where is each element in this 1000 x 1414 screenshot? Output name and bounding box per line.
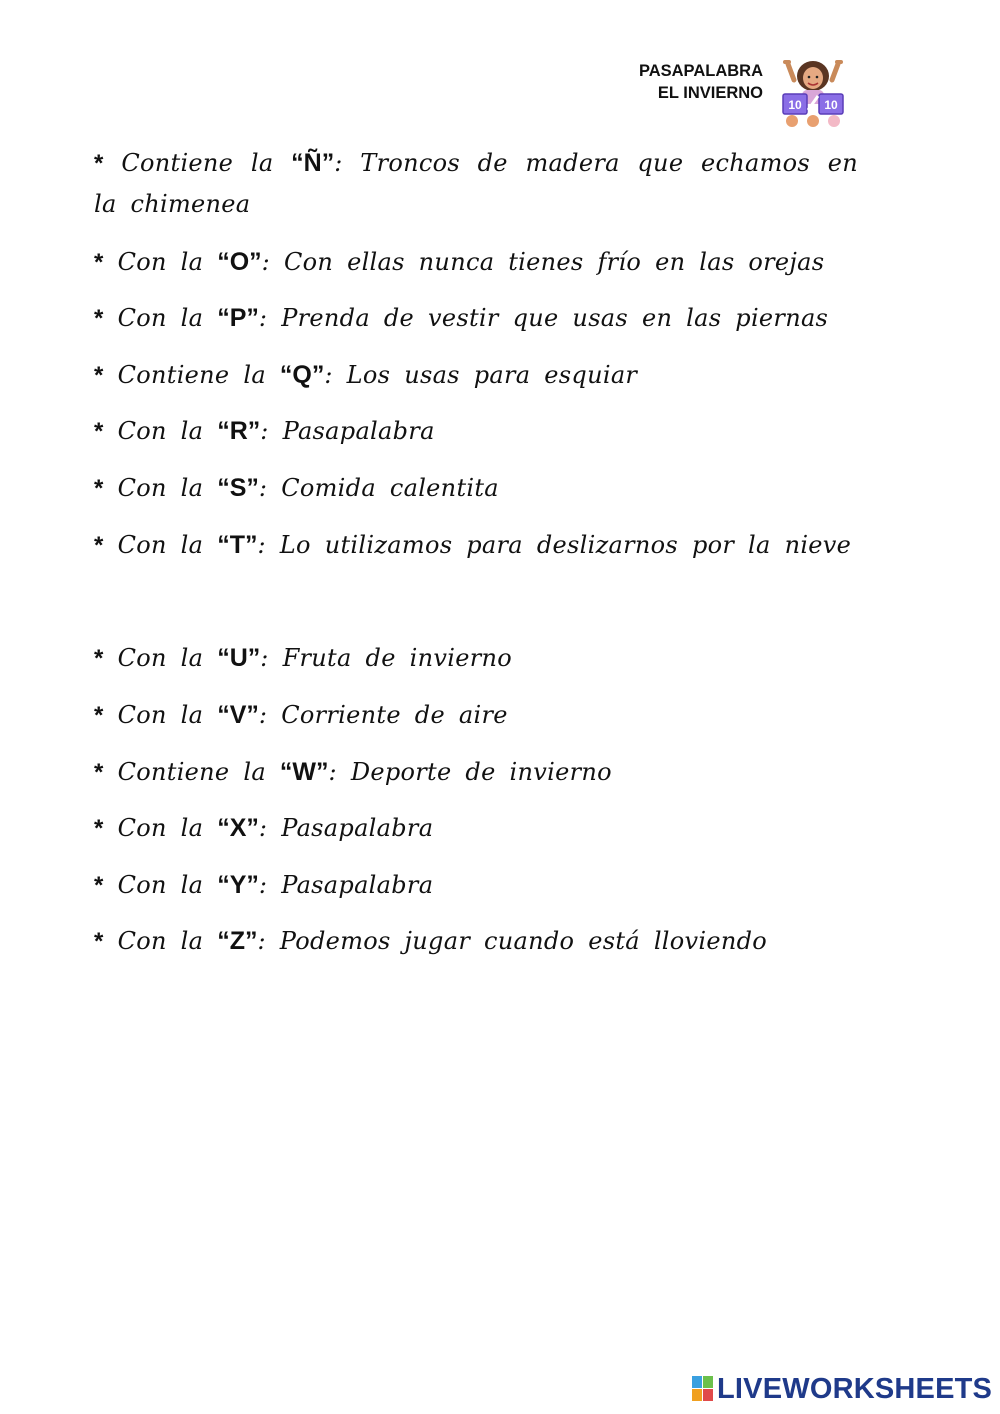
clue-prefix: Con la [117,701,204,729]
clue-letter: “Ñ” [291,149,335,177]
clue-bullet: * [94,475,104,502]
clue-letter: “U” [217,644,261,672]
clue-text: : Los usas para esquiar [324,361,638,389]
clue-letter: “S” [217,474,259,502]
clue-text: : Comida calentita [258,474,499,502]
clue-bullet: * [94,928,104,955]
clue-text: : Troncos de madera que echamos en la chimenea [94,149,858,218]
clue-item [94,921,858,962]
clue-item [94,752,858,793]
avatar-score-icon [780,58,846,128]
clue-prefix: Contiene la [117,758,266,786]
worksheet-title: PASAPALABRA [638,62,763,80]
clue-bullet: * [94,532,104,559]
clue-text: : Corriente de aire [258,701,508,729]
clue-bullet: * [94,872,104,899]
liveworksheets-footer [692,1372,992,1406]
clue-letter: “W” [279,758,329,786]
clue-bullet: * [94,815,104,842]
clue-prefix: Con la [117,474,204,502]
clue-text: : Prenda de vestir que usas en las piernas [258,304,829,332]
clue-text: : Podemos jugar cuando está lloviendo [257,927,768,955]
liveworksheets-brand: LIVEWORKSHEETS [717,1372,993,1405]
clue-prefix: Con la [117,417,204,445]
clue-bullet: * [94,249,104,276]
clue-text: : Fruta de invierno [260,644,512,672]
clue-prefix: Con la [117,927,204,955]
clue-bullet: * [94,702,104,729]
clue-item [94,242,858,283]
clue-text: : Pasapalabra [258,871,434,899]
clue-prefix: Con la [117,304,204,332]
clue-item [94,808,858,849]
clue-text: : Con ellas nunca tienes frío en las orejas [261,248,825,276]
clue-bullet: * [94,645,104,672]
clue-letter: “O” [217,248,262,276]
clue-text: : Pasapalabra [260,417,435,445]
clue-letter: “T” [217,531,258,559]
clue-prefix: Con la [117,814,204,842]
clue-item [94,525,858,566]
clue-text: : Pasapalabra [258,814,434,842]
clue-item [94,638,858,679]
score-right-text: 10 [824,98,838,112]
clue-item [94,355,858,396]
clue-text: : Lo utilizamos para deslizarnos por la nieve [257,531,852,559]
clue-bullet: * [94,150,104,177]
clue-item [94,468,858,509]
clue-prefix: Con la [117,644,204,672]
clue-item [94,143,858,225]
clue-bullet: * [94,418,104,445]
clue-letter: “Q” [279,361,325,389]
clue-prefix: Con la [117,531,204,559]
clue-prefix: Contiene la [121,149,274,177]
clue-item [94,298,858,339]
clue-letter: “P” [217,304,259,332]
clue-prefix: Contiene la [117,361,266,389]
score-left-text: 10 [788,98,802,112]
worksheet-subtitle: EL INVIERNO [657,84,763,102]
clue-text: : Deporte de invierno [328,758,612,786]
clue-letter: “Z” [217,927,258,955]
clue-prefix: Con la [117,248,204,276]
clue-item [94,411,858,452]
clue-bullet: * [94,759,104,786]
clue-bullet: * [94,362,104,389]
clue-prefix: Con la [117,871,204,899]
worksheet-header [560,60,763,104]
clue-item [94,865,858,906]
clue-bullet: * [94,305,104,332]
clue-item [94,695,858,736]
clue-letter: “V” [217,701,259,729]
liveworksheets-logo-icon [692,1376,714,1402]
clue-letter: “X” [217,814,259,842]
clue-letter: “R” [217,417,261,445]
clue-letter: “Y” [217,871,259,899]
